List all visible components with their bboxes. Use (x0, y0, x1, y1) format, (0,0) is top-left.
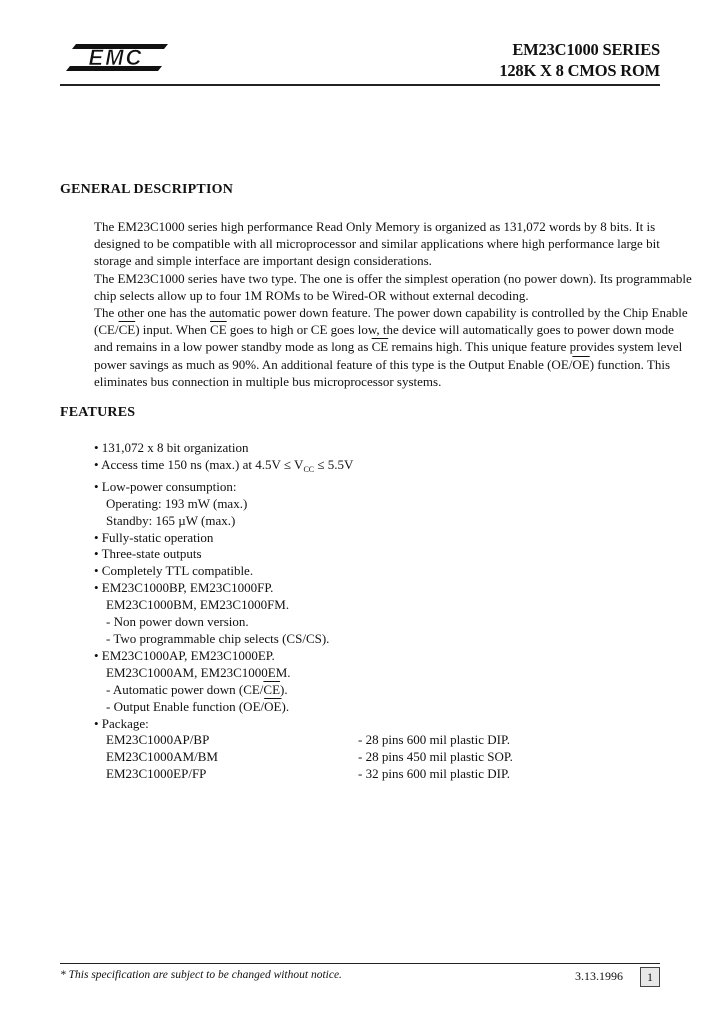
feature-item: • Three-state outputs (94, 546, 202, 562)
general-description-body (94, 218, 692, 390)
feature-subitem: - Two programmable chip selects (CS/CS). (106, 630, 330, 646)
description-line: power savings as much as 90%. An additional feature of this type is the Output Enable $(OE/\overline{OE})$ function. This (94, 356, 670, 372)
feature-item: • Access time 150 ns (max.) at $4.5V \le V_{CC} \le 5.5V$ (94, 456, 354, 474)
description-line: and remains in a low power standby mode as long as $\overline{CE}$ remains high. This unique feature provides system level (94, 339, 683, 355)
footer-rule (60, 963, 660, 964)
feature-item: • 131,072 x 8 bit organization (94, 440, 249, 455)
feature-subitem: EM23C1000AM, EM23C1000EM. (106, 664, 291, 680)
description-line: The EM23C1000 series high performance Read Only Memory is organized as 131,072 words by 8 bits. It is (94, 219, 656, 234)
description-line: $(CE/\overline{CE})$ input. When $\overline{CE}$ goes to high or CE goes low, the device will automatically goes to power down mode (94, 322, 674, 338)
description-line: The other one has the automatic power down feature. The power down capability is controlled by the Chip Enable (94, 305, 688, 321)
feature-item: • Completely TTL compatible. (94, 563, 254, 579)
description-line: chip selects allow up to four 1M ROMs to be Wired-OR without external decoding. (94, 287, 529, 303)
product-subtitle: 128K X 8 CMOS ROM (499, 61, 660, 80)
revision-date: 3.13.1996 (575, 969, 623, 983)
package-row (94, 749, 513, 766)
description-line: designed to be compatible with all microprocessor and similar applications where high performance large bit (94, 236, 660, 252)
feature-item: • EM23C1000AP, EM23C1000EP. (94, 647, 275, 663)
features-heading: FEATURES (60, 405, 136, 420)
page-number: 1 (640, 967, 660, 987)
package-row (94, 766, 513, 783)
features-list (94, 440, 513, 783)
package-name: EM23C1000AP/BP (106, 732, 210, 748)
feature-subitem: - Non power down version. (106, 614, 249, 630)
description-line: eliminates bus connection in multiple bus microprocessor systems. (94, 373, 442, 389)
package-row (94, 732, 513, 749)
feature-item: • Package: (94, 715, 149, 731)
svg-text:EMC: EMC (88, 45, 144, 70)
header-rule (60, 84, 660, 86)
feature-subitem: Operating: 193 mW (max.) (106, 495, 248, 511)
package-desc: - 28 pins 600 mil plastic DIP. (358, 732, 511, 748)
general-description-heading: GENERAL DESCRIPTION (60, 182, 234, 197)
emc-logo (64, 40, 170, 74)
emc-logo-graphic (64, 40, 170, 74)
feature-subitem: Standby: 165 µW (max.) (106, 512, 236, 528)
package-desc: - 28 pins 450 mil plastic SOP. (358, 749, 513, 765)
series-title: EM23C1000 SERIES (512, 40, 660, 59)
feature-item: • Fully-static operation (94, 529, 214, 545)
description-line: storage and simple interface are important design considerations. (94, 253, 432, 269)
feature-subitem: - Output Enable function $(OE/\overline{OE})$. (106, 698, 290, 714)
feature-item: • Low-power consumption: (94, 478, 237, 494)
package-desc: - 32 pins 600 mil plastic DIP. (358, 766, 511, 782)
description-line: The EM23C1000 series have two type. The one is offer the simplest operation (no power down). Its programmable (94, 270, 692, 286)
feature-subitem: EM23C1000BM, EM23C1000FM. (106, 597, 290, 613)
feature-subitem: - Automatic power down $(CE/\overline{CE})$. (106, 681, 288, 697)
package-name: EM23C1000EP/FP (106, 766, 207, 782)
package-name: EM23C1000AM/BM (106, 749, 218, 765)
footnote: * This specification are subject to be changed without notice. (60, 969, 342, 981)
feature-item: • EM23C1000BP, EM23C1000FP. (94, 580, 274, 596)
